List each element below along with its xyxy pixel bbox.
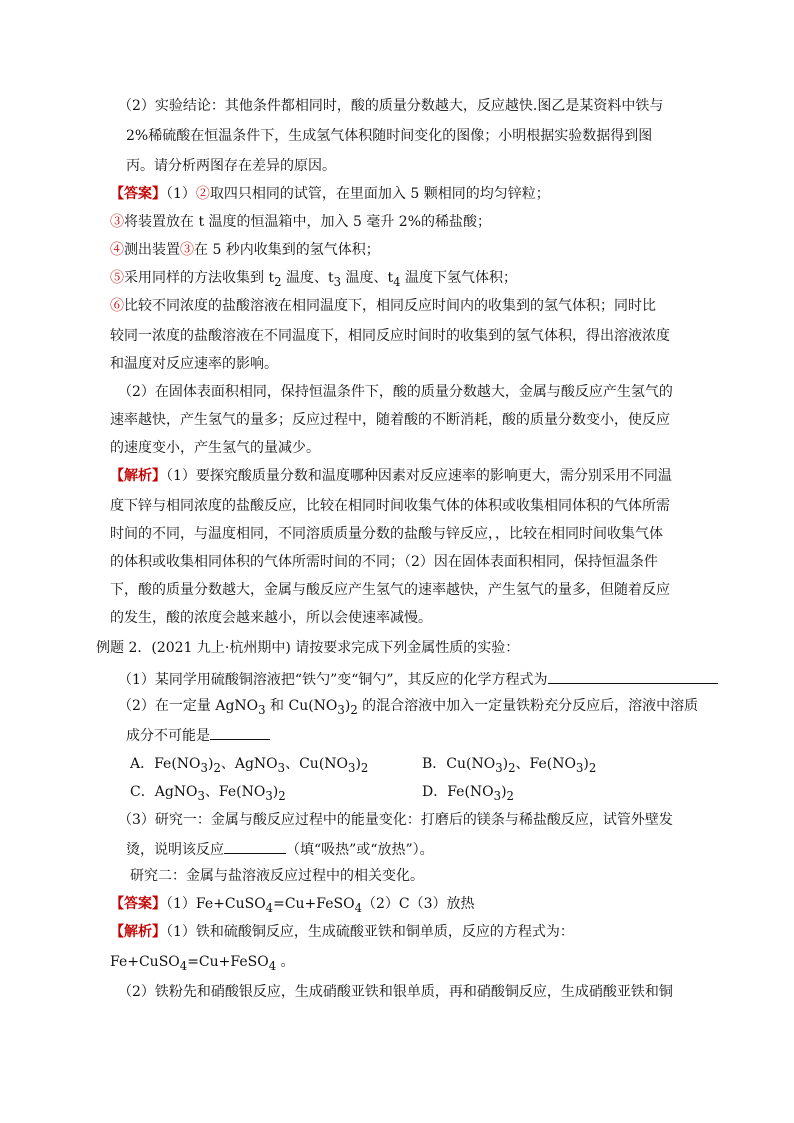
answer-line: ③将装置放在 t 温度的恒温箱中，加入 5 毫升 2%的稀盐酸； [110, 214, 491, 230]
answer-blank [548, 668, 718, 684]
option-d: D．$Fe(NO_3)_2$ [422, 784, 514, 803]
question-line: 研究二：金属与盐溶液反应过程中的相关变化。 [130, 868, 424, 884]
question-line: 烫，说明该反应 （填“吸热”或“放热”）。 [126, 838, 434, 860]
analysis-line: 度下锌与相同浓度的盐酸反应，比较在相同时间收集气体的体积或收集相同体积的气体所需 [110, 498, 670, 514]
analysis-tag: 【解析】 [110, 924, 166, 940]
answer-tag: 【答案】 [110, 186, 166, 202]
answer-line: 的速度变小，产生氢气的量减少。 [110, 440, 320, 456]
option-c: C．AgNO$_3$、$Fe(NO_3)_2$ [130, 784, 286, 803]
text-line: 丙。请分析两图存在差异的原因。 [126, 158, 336, 174]
question-line: （3）研究一：金属与酸反应过程中的能量变化：打磨后的镁条与稀盐酸反应，试管外壁发 [118, 812, 673, 828]
analysis-line: 的发生，酸的浓度会越来越小，所以会使速率减慢。 [110, 610, 432, 626]
answer-line: 较同一浓度的盐酸溶液在不同温度下，相同反应时间时的收集到的氢气体积，得出溶液浓度 [110, 328, 670, 344]
question-line: （2）在一定量 AgNO$_3$ 和 $Cu(NO_3)_2$ 的混合溶液中加入一定量铁粉充分反应后，溶液中溶质 [118, 698, 699, 717]
answer-line: （2）在固体表面积相同，保持恒温条件下，酸的质量分数越大，金属与酸反应产生氢气的 [118, 384, 673, 400]
answer-line: ⑤采用同样的方法收集到 $t_2$ 温度、$t_3$ 温度、$t_4$ 温度下氢气体积； [110, 270, 517, 289]
answer-line: 和温度对反应速率的影响。 [110, 356, 278, 372]
option-a: A．$Fe(NO_3)_2$、AgNO$_3$、$Cu(NO_3)_2$ [130, 756, 369, 775]
analysis-line: （2）铁粉先和硝酸银反应，生成硝酸亚铁和银单质，再和硝酸铜反应，生成硝酸亚铁和铜 [118, 984, 673, 1000]
answer-line: 速率越快，产生氢气的量多；反应过程中，随着酸的不断消耗，酸的质量分数变小，使反应 [110, 412, 670, 428]
answer-blank [210, 724, 270, 740]
circled-number: ③ [110, 214, 124, 230]
text-line: （2）实验结论：其他条件都相同时，酸的质量分数越大，反应越快.图乙是某资料中铁与 [118, 98, 664, 114]
example-heading: 例题 2．(2021 九上·杭州期中) 请按要求完成下列金属性质的实验： [96, 640, 520, 656]
analysis-tag: 【解析】 [110, 468, 166, 484]
answer-line: 【答案】（1）②取四只相同的试管，在里面加入 5 颗相同的均匀锌粒； [110, 186, 550, 202]
question-line: 成分不可能是 [126, 724, 270, 746]
answer-tag: 【答案】 [110, 896, 166, 912]
analysis-line: 【解析】（1）铁和硫酸铜反应，生成硫酸亚铁和铜单质，反应的方程式为： [110, 924, 574, 940]
question-line: （1）某同学用硫酸铜溶液把“铁勺”变“铜勺”，其反应的化学方程式为 [118, 668, 718, 690]
answer-blank [224, 838, 286, 854]
text-line: 2%稀硫酸在恒温条件下，生成氢气体积随时间变化的图像；小明根据实验数据得到图 [126, 128, 653, 144]
circled-number: ④ [110, 242, 124, 258]
answer-line: ⑥比较不同浓度的盐酸溶液在相同温度下，相同反应时间内的收集到的氢气体积；同时比 [110, 298, 656, 314]
answer-line: 【答案】（1）Fe+CuSO$_4$=Cu+FeSO$_4$（2）C（3）放热 [110, 896, 475, 915]
analysis-line: 的体积或收集相同体积的气体所需时间的不同；（2）因在固体表面积相同，保持恒温条件 [110, 554, 658, 570]
analysis-line: 时间的不同，与温度相同，不同溶质质量分数的盐酸与锌反应，，比较在相同时间收集气体 [110, 526, 663, 542]
circled-number: ② [195, 186, 210, 202]
analysis-line: 【解析】（1）要探究酸质量分数和温度哪种因素对反应速率的影响更大，需分别采用不同温 [110, 468, 672, 484]
answer-line: ④测出装置③在 5 秒内收集到的氢气体积； [110, 242, 380, 258]
circled-number: ⑥ [110, 298, 124, 314]
circled-number: ⑤ [110, 270, 124, 286]
analysis-line: 下，酸的质量分数越大，金属与酸反应产生氢气的速率越快，产生氢气的量多，但随着反应 [110, 582, 670, 598]
option-b: B．$Cu(NO_3)_2$、$Fe(NO_3)_2$ [422, 756, 597, 775]
equation-line: Fe+CuSO$_4$=Cu+FeSO$_4$ 。 [110, 954, 295, 973]
